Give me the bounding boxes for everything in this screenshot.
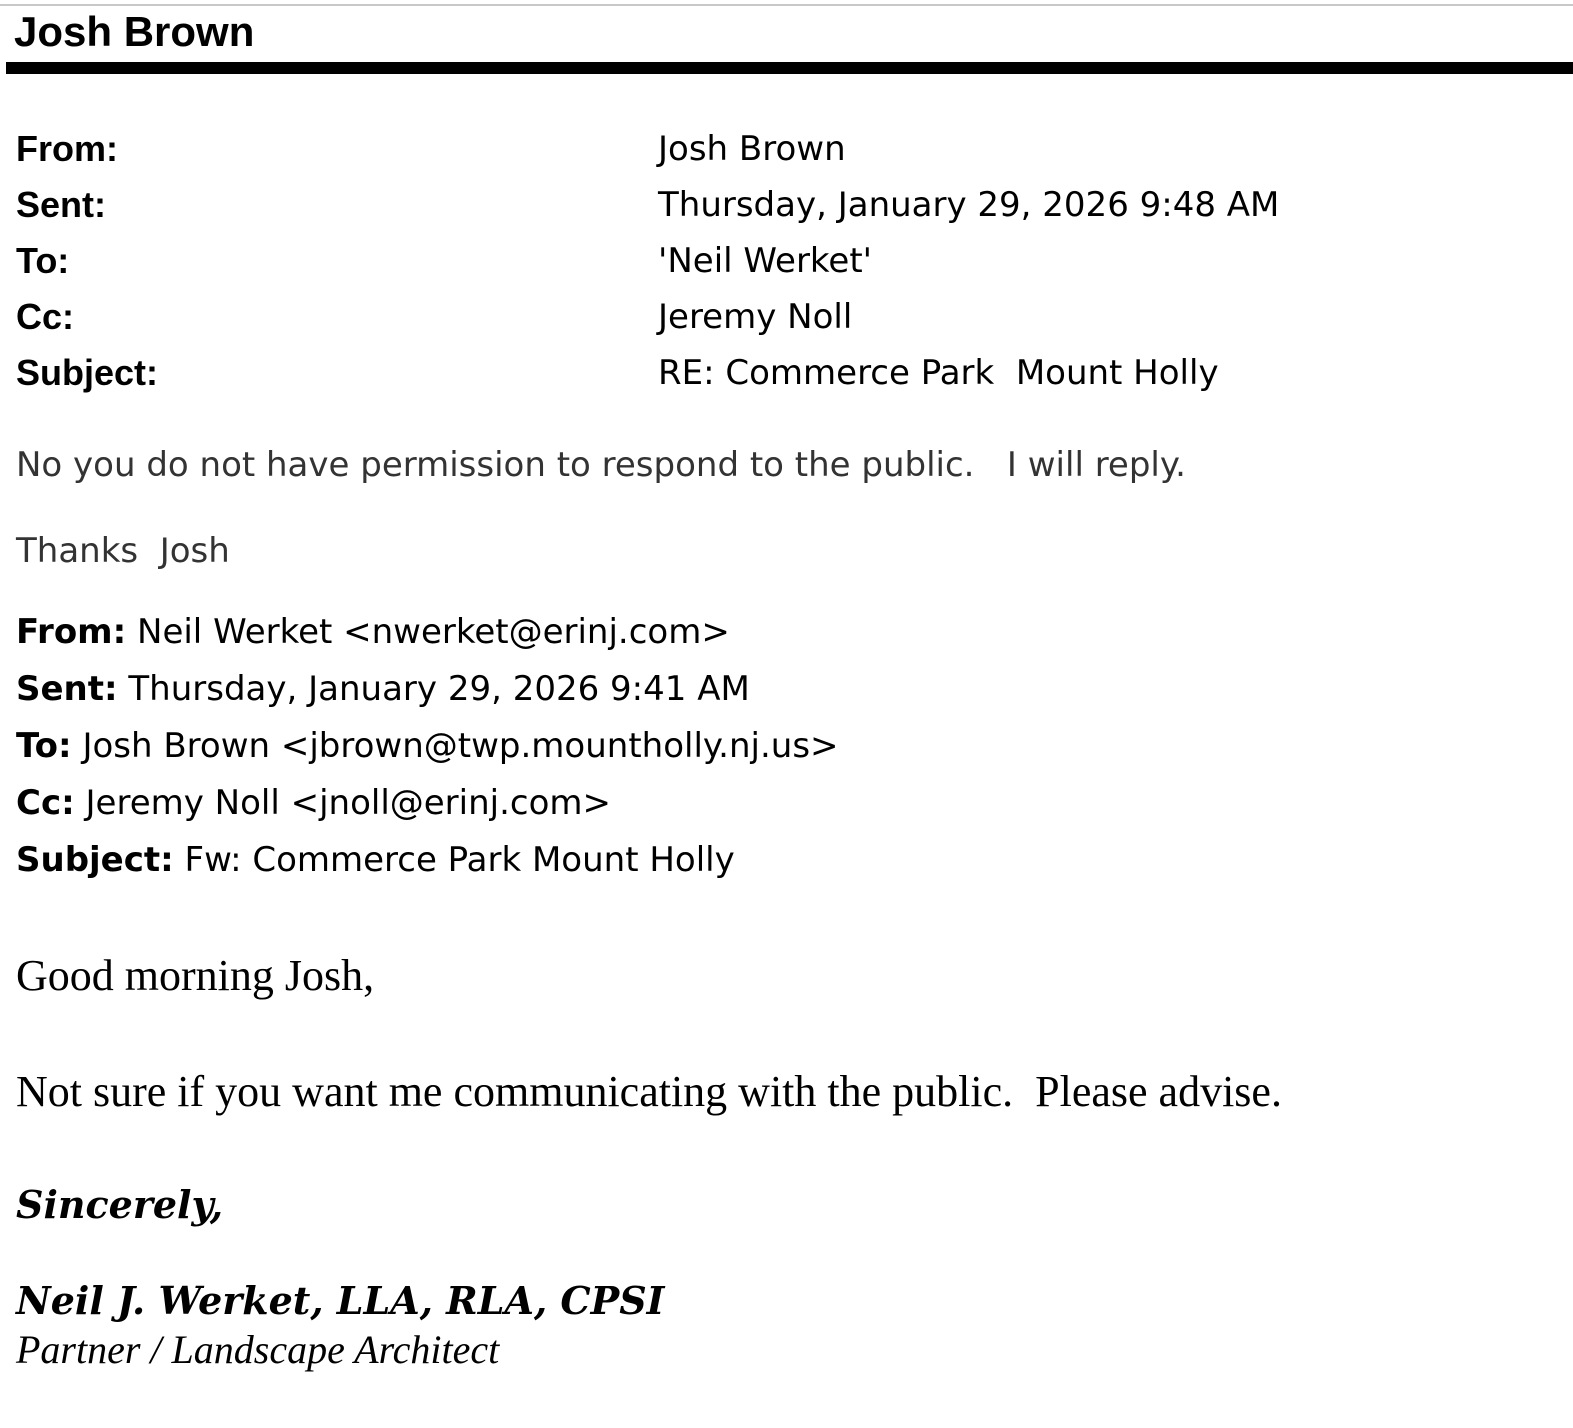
fwd-from-value: Neil Werket <nwerket@erinj.com> xyxy=(126,612,730,652)
fwd-sent-label: Sent: xyxy=(16,669,118,709)
fwd-subject-value: Fw: Commerce Park Mount Holly xyxy=(173,840,735,880)
reply-sent-label: Sent: xyxy=(16,184,106,225)
reply-to-label: To: xyxy=(16,240,70,281)
reply-signoff: Thanks Josh xyxy=(16,531,230,571)
fwd-cc-value: Jeremy Noll <jnoll@erinj.com> xyxy=(74,783,612,823)
reply-from-value: Josh Brown xyxy=(658,129,846,169)
signature-title: Partner / Landscape Architect xyxy=(16,1327,500,1372)
signature-name: Neil J. Werket, LLA, RLA, CPSI xyxy=(16,1278,665,1323)
reply-subject-value: RE: Commerce Park Mount Holly xyxy=(658,353,1219,393)
fwd-from-line xyxy=(16,607,730,657)
fwd-cc-line xyxy=(16,778,611,828)
fwd-sent-value: Thursday, January 29, 2026 9:41 AM xyxy=(117,669,750,709)
document-title: Josh Brown xyxy=(14,8,255,55)
reply-cc-label: Cc: xyxy=(16,296,75,337)
title-divider xyxy=(6,62,1573,74)
reply-from-label: From: xyxy=(16,128,118,169)
fwd-message: Not sure if you want me communicating with the public. Please advise. xyxy=(16,1067,1282,1116)
reply-subject-label: Subject: xyxy=(16,352,159,393)
fwd-from-label: From: xyxy=(16,612,127,652)
reply-message: No you do not have permission to respond to the public. I will reply. xyxy=(16,445,1186,485)
fwd-subject-line xyxy=(16,835,735,885)
reply-cc-value: Jeremy Noll xyxy=(658,297,853,337)
fwd-sent-line xyxy=(16,664,750,714)
fwd-cc-label: Cc: xyxy=(16,783,75,823)
fwd-greeting: Good morning Josh, xyxy=(16,951,375,1000)
fwd-to-value: Josh Brown <jbrown@twp.mountholly.nj.us> xyxy=(71,726,839,766)
fwd-closing: Sincerely, xyxy=(16,1182,224,1227)
fwd-to-line xyxy=(16,721,839,771)
fwd-to-label: To: xyxy=(16,726,72,766)
fwd-subject-label: Subject: xyxy=(16,840,174,880)
reply-sent-value: Thursday, January 29, 2026 9:48 AM xyxy=(658,185,1280,225)
reply-to-value: 'Neil Werket' xyxy=(658,241,872,281)
